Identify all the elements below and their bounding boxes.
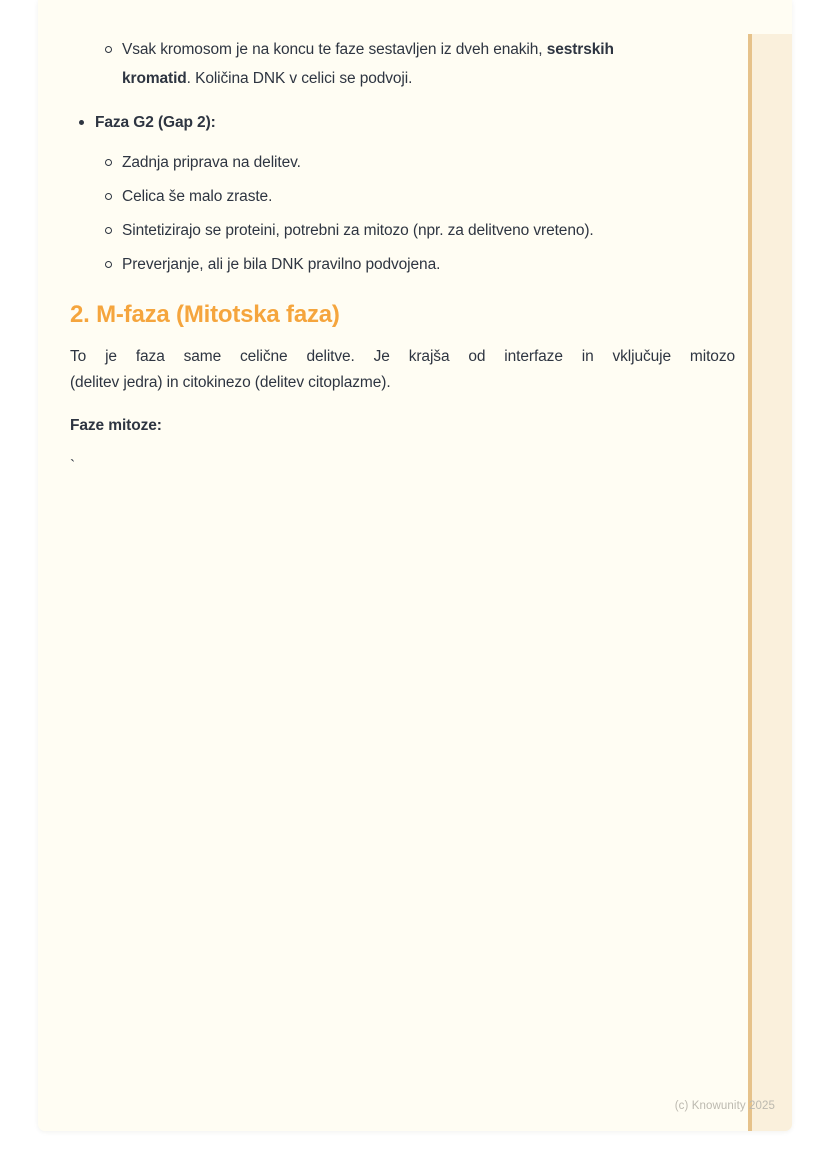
body-paragraph [70, 344, 735, 396]
sub-bullet-icon [104, 216, 122, 245]
sub-bullet-icon [104, 250, 122, 279]
sub-bullet-icon [104, 35, 122, 64]
copyright-footer: (c) Knowunity 2025 [674, 1100, 775, 1112]
list-item [70, 250, 735, 279]
stray-backtick: ` [70, 458, 76, 475]
list-item-text [122, 35, 735, 93]
list-item [70, 108, 735, 137]
sub-bullet-icon [104, 182, 122, 211]
text-line: kromatid. Količina DNK v celici se podvoji. [122, 70, 413, 87]
text-line: To je faza same celične delitve. Je krajša od interfaze in vključuje mitozo [70, 348, 735, 365]
list-item [70, 216, 735, 245]
list-item-text: Preverjanje, ali je bila DNK pravilno podvojena. [122, 256, 441, 273]
list-item-text: Sintetizirajo se proteini, potrebni za mitozo (npr. za delitveno vreteno). [122, 222, 594, 239]
page-content [38, 0, 792, 481]
bullet-icon [78, 108, 95, 137]
text-line: Vsak kromosom je na koncu te faze sestavljen iz dveh enakih, sestrskih [122, 41, 614, 58]
list-item [70, 148, 735, 177]
list-item-text: Zadnja priprava na delitev. [122, 154, 301, 171]
sub-bullet-icon [104, 148, 122, 177]
text-line: (delitev jedra) in citokinezo (delitev citoplazme). [70, 374, 391, 391]
list-item-text: Celica še malo zraste. [122, 188, 273, 205]
document-page [38, 0, 792, 1131]
sub-heading: Faze mitoze: [70, 417, 162, 434]
list-item [70, 182, 735, 211]
list-item-text: Faza G2 (Gap 2): [95, 114, 216, 131]
list-item [70, 35, 735, 93]
section-heading: 2. M-faza (Mitotska faza) [70, 301, 340, 328]
